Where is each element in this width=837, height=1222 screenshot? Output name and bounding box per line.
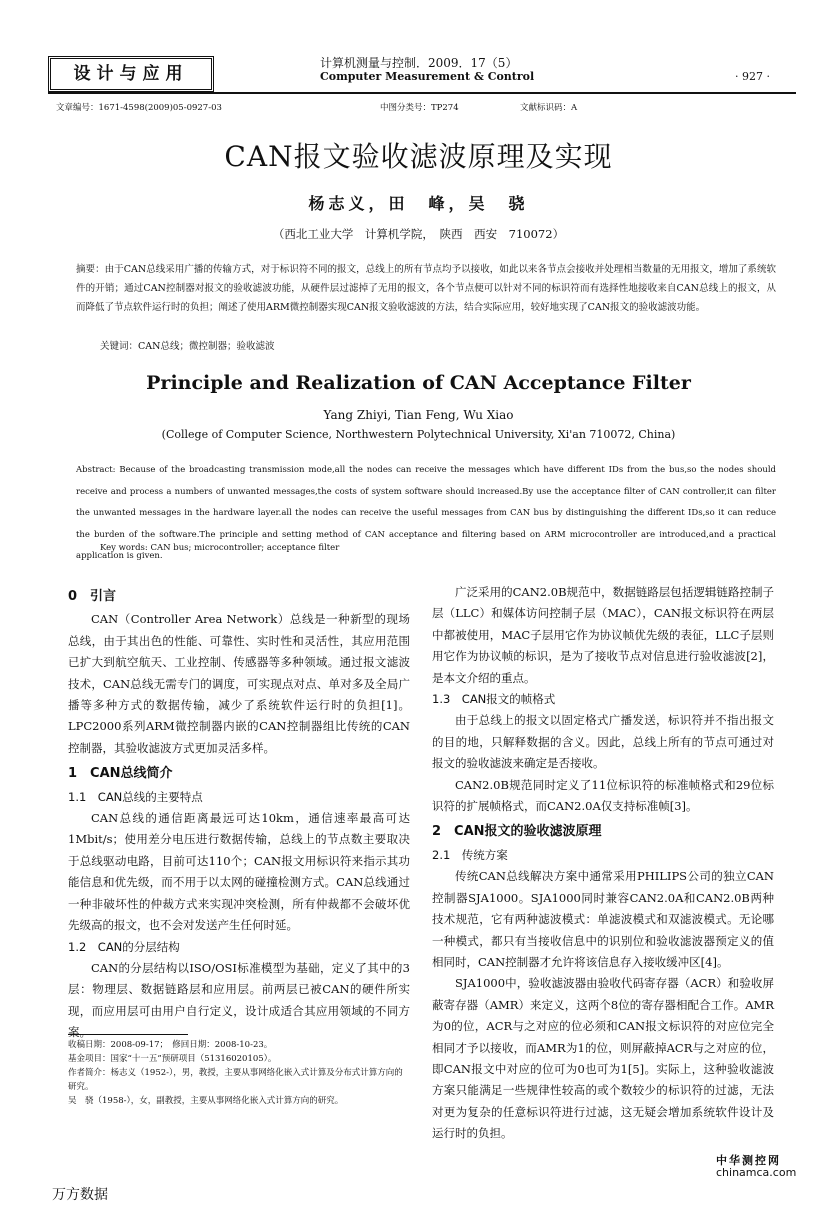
affiliation-cn: （西北工业大学 计算机学院， 陕西 西安 710072）	[272, 227, 565, 241]
footnote-author-bio: 作者简介：杨志义（1952-），男，教授，主要从事网络化嵌入式计算及分布式计算方向的研究。	[68, 1068, 403, 1092]
footnote	[68, 1038, 410, 1108]
paragraph: CAN的分层结构以ISO/OSI标准模型为基础，定义了其中的3层：物理层、数据链路层和应用层。前两层已被CAN的硬件所实现，而应用层可由用户自行定义，设计成适合其应用领域的不同方案。	[68, 960, 410, 1040]
subsection-heading: 1.1 CAN总线的主要特点	[68, 789, 203, 804]
subsection-heading: 1.2 CAN的分层结构	[68, 939, 180, 954]
article-number: 文章编号：1671-4598(2009)05-0927-03	[56, 103, 222, 113]
section-heading: 1 CAN总线简介	[68, 766, 173, 782]
subsection-heading: 2.1 传统方案	[432, 847, 508, 862]
abstract-cn: 摘要：由于CAN总线采用广播的传输方式，对于标识符不同的报文，总线上的所有节点均予以接收，如此以来各节点会接收并处理相当数量的无用报文，增加了系统软件的开销；通过CAN控制器对报文的验收滤波功能，从硬件层过滤掉了无用的报文，各个节点便可以针对不同的标识符而有选择性地接收来自CAN总线上的报文，从而降低了节点软件运行时的负担；阐述了使用ARM微控制器实现CAN报文验收滤波的方法，结合实际应用，较好地实现了CAN报文的验收滤波功能。	[76, 264, 776, 313]
footnote-rule	[68, 1034, 188, 1035]
clc-number: 中图分类号：TP274	[380, 103, 459, 113]
paper-title-cn: CAN报文验收滤波原理及实现	[224, 140, 613, 173]
paragraph: CAN2.0B规范同时定义了11位标识符的标准帧格式和29位标识符的扩展帧格式，而CAN2.0A仅支持标准帧[3]。	[432, 777, 774, 814]
footnote-dates: 收稿日期：2008-09-17； 修回日期：2008-10-23。	[68, 1040, 273, 1050]
journal-name-en: Computer Measurement & Control	[320, 70, 535, 83]
journal-name-cn: 计算机测量与控制．2009．17（5）	[320, 56, 518, 70]
footnote-funding: 基金项目：国家“十一五”预研项目（51316020105）。	[68, 1054, 277, 1064]
authors-cn: 杨志义，田 峰，吴 骁	[308, 194, 529, 213]
affiliation-en: (College of Computer Science, Northwestern Polytechnical University, Xi'an 710072, China)	[161, 428, 676, 441]
section-tag: 设计与应用	[48, 56, 214, 92]
site-logo-cn: 中华测控网	[716, 1154, 781, 1167]
paper-title-en: Principle and Realization of CAN Acceptance Filter	[146, 372, 691, 394]
keywords-cn: 关键词：CAN总线；微控制器；验收滤波	[100, 341, 275, 352]
watermark: 万方数据	[52, 1187, 108, 1203]
paragraph: CAN总线的通信距离最远可达10km，通信速率最高可达1Mbit/s；使用差分电压进行数据传输，总线上的节点数主要取决于总线驱动电路，目前可达110个；CAN报文用标识符来指示其功能信息和优先级，而不用于以太网的碰撞检测方式。CAN总线通过一种非破坏性的仲裁方式来实现冲突检测，所有仲裁都不会破坏优先级高的报文，也不会对发送产生任何时延。	[68, 811, 410, 933]
authors-en: Yang Zhiyi, Tian Feng, Wu Xiao	[323, 408, 514, 422]
site-logo-en: chinamca.com	[716, 1166, 797, 1179]
paragraph: CAN（Controller Area Network）总线是一种新型的现场总线，由于其出色的性能、可靠性、实时性和灵活性，其应用范围已扩大到航空航天、工业控制、传感器等多种领域。通过报文滤波技术，CAN总线无需专门的调度，可实现点对点、单对多及全局广播等多种方式的数据传输，减少了系统软件运行时的负担[1]。LPC2000系列ARM微控制器内嵌的CAN控制器组比传统的CAN控制器，其验收滤波方式更加灵活多样。	[68, 612, 410, 755]
header-rule	[48, 92, 796, 94]
right-column	[432, 582, 774, 1145]
paragraph: SJA1000中，验收滤波器由验收代码寄存器（ACR）和验收屏蔽寄存器（AMR）来定义，这两个8位的寄存器相配合工作。AMR为0的位，ACR与之对应的位必须和CAN报文标识符的对应位完全相同才予以接收，而AMR为1的位，则屏蔽掉ACR与之对应的位，即CAN报文中对应的位可为0也可为1[5]。实际上，这种验收滤波方案只能满足一些规律性较高的或个数较少的标识符的过滤，无法对更为复杂的任意标识符进行过滤，这无疑会增加系统软件设计及运行时的负担。	[432, 976, 774, 1141]
page-number: · 927 ·	[735, 70, 770, 83]
footnote-author-bio-2: 吴 骁（1958-），女，副教授，主要从事网络化嵌入式计算方向的研究。	[68, 1096, 344, 1106]
section-heading: 2 CAN报文的验收滤波原理	[432, 824, 602, 840]
paragraph: 广泛采用的CAN2.0B规范中，数据链路层包括逻辑链路控制子层（LLC）和媒体访问控制子层（MAC），CAN报文标识符在两层中都被使用，MAC子层用它作为协议帧优先级的表征，LLC子层则用它作为协议帧的标识，是为了接收节点对信息进行验收滤波[2]，是本文介绍的重点。	[432, 585, 774, 685]
keywords-en: Key words: CAN bus; microcontroller; acceptance filter	[100, 543, 340, 553]
subsection-heading: 1.3 CAN报文的帧格式	[432, 692, 556, 707]
paragraph: 传统CAN总线解决方案中通常采用PHILIPS公司的独立CAN控制器SJA1000。SJA1000同时兼容CAN2.0A和CAN2.0B两种技术规范，它有两种滤波模式：单滤波模式和双滤波模式。无论哪一种模式，都只有当接收信息中的识别位和验收滤波器预定义的值相同时，CAN控制器才允许将该信息存入接收缓冲区[4]。	[432, 869, 774, 969]
section-heading: 0 引言	[68, 589, 117, 604]
paragraph: 由于总线上的报文以固定格式广播发送，标识符并不指出报文的目的地，只解释数据的含义。因此，总线上所有的节点可通过对报文的验收滤波来确定是否接收。	[432, 713, 774, 771]
abstract-en: Abstract: Because of the broadcasting transmission mode,all the nodes can receive the messages which have different IDs from the bus,so the nodes should receive and process a numbers of unwanted messages,the costs of system software should increased.By use the acceptance filter of CAN controller,it can filter the unwanted messages in the hardware layer.all the nodes can receive the useful messages from CAN bus by distinguishing the different IDs,so it can reduce the burden of the software.The principle and setting method of CAN acceptance and filtering based on ARM microcontroller are introduced,and a practical application is given.	[76, 465, 776, 561]
left-column	[68, 582, 410, 1044]
document-code: 文献标识码：A	[520, 103, 578, 113]
